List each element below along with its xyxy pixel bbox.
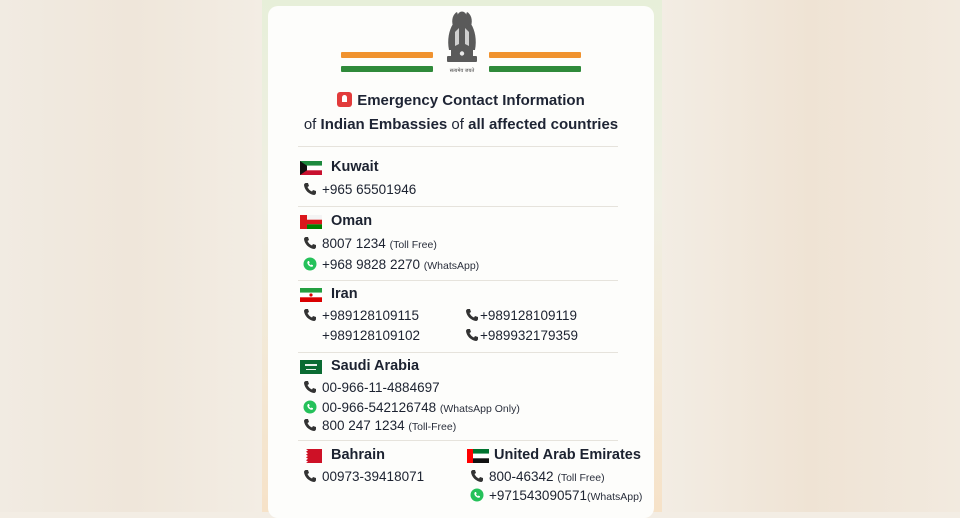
- saudi-arabia-flag-icon: [300, 360, 322, 374]
- country-uae: United Arab Emirates: [494, 447, 641, 463]
- bahrain-flag-icon: [300, 449, 322, 463]
- oman-phone-2[interactable]: +968 9828 2270 (WhatsApp): [303, 257, 479, 272]
- country-bahrain: Bahrain: [331, 447, 385, 463]
- phone-icon: [303, 418, 317, 432]
- country-kuwait: Kuwait: [331, 159, 379, 175]
- country-iran: Iran: [331, 286, 358, 302]
- title-text: Emergency Contact Information: [357, 92, 585, 109]
- whatsapp-icon: [470, 488, 484, 502]
- bahrain-phone-1[interactable]: 00973-39418071: [303, 469, 424, 484]
- saudi-phone-2[interactable]: 00-966-542126748 (WhatsApp Only): [303, 400, 520, 415]
- background-left: [0, 0, 262, 512]
- divider: [298, 206, 618, 207]
- saffron-stripe-left: [341, 52, 433, 58]
- saudi-phone-1[interactable]: 00-966-11-4884697: [303, 380, 440, 395]
- country-saudi-arabia: Saudi Arabia: [331, 358, 420, 374]
- emergency-siren-icon: [337, 92, 352, 107]
- national-emblem-icon: [437, 6, 487, 76]
- oman-flag-icon: [300, 215, 322, 229]
- iran-flag-icon: [300, 288, 322, 302]
- phone-icon: [303, 469, 317, 483]
- saudi-phone-3[interactable]: 800 247 1234 (Toll-Free): [303, 418, 456, 433]
- uae-phone-1[interactable]: 800-46342 (Toll Free): [470, 469, 605, 484]
- divider: [298, 146, 618, 147]
- oman-phone-1[interactable]: 8007 1234 (Toll Free): [303, 236, 437, 251]
- phone-icon: [470, 469, 484, 483]
- emblem-motto: सत्यमेव जयते: [449, 68, 475, 74]
- whatsapp-icon: [303, 257, 317, 271]
- divider: [298, 440, 618, 441]
- divider: [298, 352, 618, 353]
- iran-phone-4[interactable]: +989932179359: [465, 328, 578, 343]
- background-right: [660, 0, 960, 512]
- phone-icon: [465, 308, 479, 322]
- green-stripe-right: [489, 66, 581, 72]
- phone-icon: [303, 308, 317, 322]
- kuwait-phone-1[interactable]: +965 65501946: [303, 182, 416, 197]
- iran-phone-3[interactable]: +989128109102: [322, 328, 420, 343]
- kuwait-flag-icon: [300, 161, 322, 175]
- phone-icon: [303, 380, 317, 394]
- phone-icon: [303, 236, 317, 250]
- page-title: [268, 92, 654, 109]
- page-subtitle: of Indian Embassies of all affected countries: [303, 116, 619, 133]
- saffron-stripe-right: [489, 52, 581, 58]
- iran-phone-1[interactable]: +989128109115: [303, 308, 419, 323]
- phone-icon: [465, 328, 479, 342]
- country-oman: Oman: [331, 213, 373, 229]
- iran-phone-2[interactable]: +989128109119: [465, 308, 577, 323]
- whatsapp-icon: [303, 400, 317, 414]
- uae-phone-2[interactable]: +971543090571(WhatsApp): [470, 488, 642, 503]
- green-stripe-left: [341, 66, 433, 72]
- divider: [298, 280, 618, 281]
- phone-icon: [303, 182, 317, 196]
- uae-flag-icon: [467, 449, 489, 463]
